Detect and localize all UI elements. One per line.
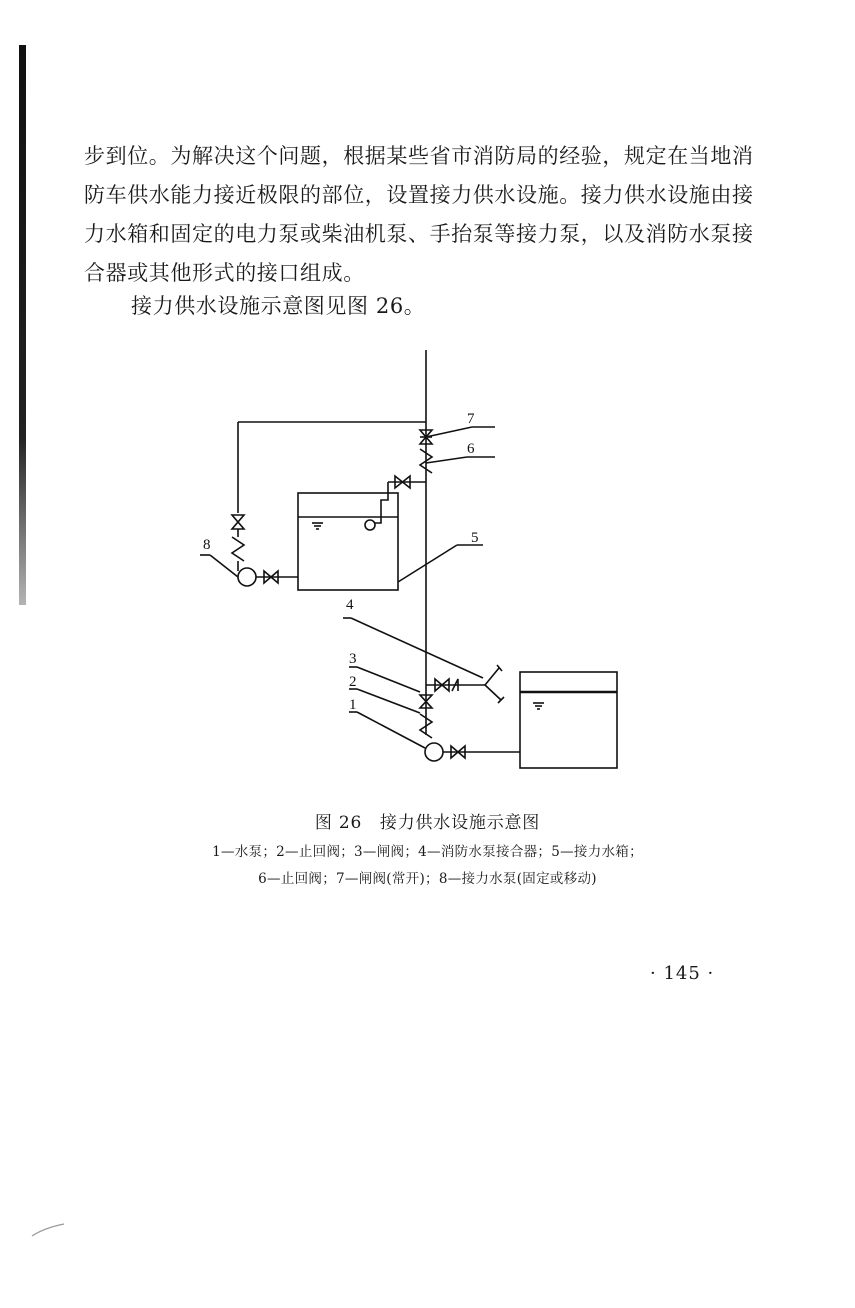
relay-water-supply-diagram: [195, 345, 635, 785]
callout-line-7: [426, 427, 472, 437]
float-ball: [365, 520, 375, 530]
water-level-mark-2: [533, 703, 544, 709]
water-level-mark-1: [312, 523, 323, 529]
callout-7: 7: [467, 411, 475, 427]
callout-line-5: [398, 545, 457, 582]
water-pump-1: [425, 743, 443, 761]
binding-edge-bar: [19, 45, 26, 605]
check-valve-2-symbol: [420, 714, 432, 738]
callout-5: 5: [471, 530, 479, 546]
callout-line-1: [357, 712, 425, 748]
connector-inlet-lower: [485, 685, 501, 700]
callout-line-2: [357, 689, 420, 713]
check-valve-left-symbol: [232, 537, 244, 561]
callout-3: 3: [349, 651, 357, 667]
body-paragraph-2: 接力供水设施示意图见图 26。: [131, 294, 426, 318]
page-number: · 145 ·: [650, 963, 715, 984]
connector-inlet-upper: [485, 668, 499, 685]
figure-legend-line-1: 1—水泵；2—止回阀；3—闸阀；4—消防水泵接合器；5—接力水箱；: [212, 844, 643, 860]
relay-pump-8: [238, 568, 256, 586]
scan-mark: [30, 1210, 70, 1240]
figure-legend-line-2: 6—止回阀；7—闸阀(常开)；8—接力水泵(固定或移动): [258, 871, 597, 887]
figure-caption: 图 26 接力供水设施示意图: [314, 813, 541, 833]
callout-line-8: [210, 555, 238, 577]
water-tank: [520, 672, 617, 768]
gate-valve-left-symbol: [232, 515, 244, 529]
callout-line-3: [357, 667, 420, 692]
callout-1: 1: [349, 697, 357, 713]
check-valve-6-symbol: [420, 449, 432, 473]
relay-tank: [298, 493, 398, 590]
callout-2: 2: [349, 674, 357, 690]
body-paragraph-1: 步到位。为解决这个问题，根据某些省市消防局的经验，规定在当地消防车供水能力接近极限的部位，设置接力供水设施。接力供水设施由接力水箱和固定的电力泵或柴油机泵、手抬泵等接力泵，以及消防水泵接合器或其他形式的接口组成。: [84, 144, 754, 285]
callout-line-6: [426, 457, 467, 463]
callout-line-4: [351, 618, 483, 678]
callout-6: 6: [467, 441, 475, 457]
callout-8: 8: [203, 537, 211, 553]
callout-4: 4: [346, 597, 354, 613]
